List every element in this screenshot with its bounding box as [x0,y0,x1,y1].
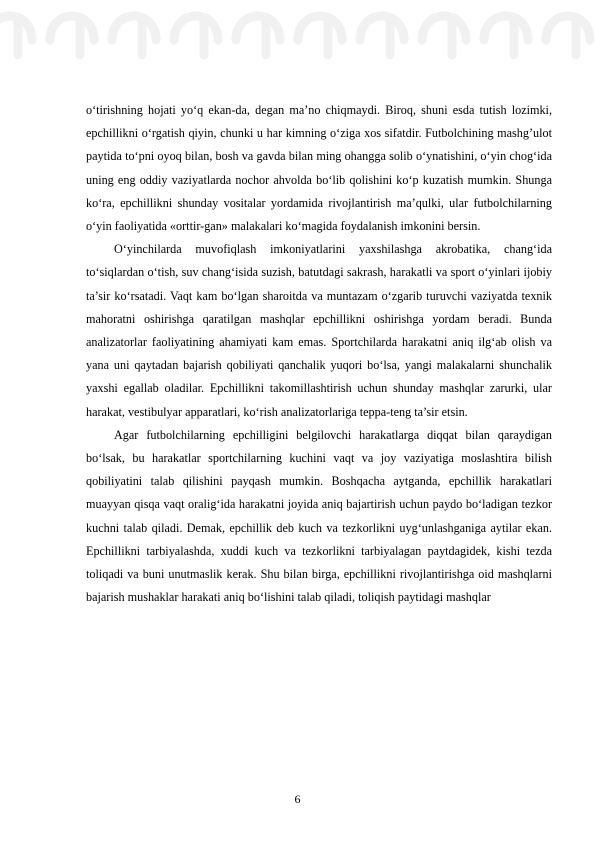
paragraph-continuation: o‘tirishning hojati yo‘q ekan-da, degan ma’no chiqmaydi. Biroq, shuni esda tutish lozimki, epchillikni o‘rgatish qiyin, chunki u har kimning o‘ziga xos sifatdir. Futbolchining mashg’ulot paytida to‘pni oyoq bilan, bosh va gavda bilan ming ohangga solib o‘ynatishini, o‘yin chog‘ida uning eng oddiy vaziyatlarda nochor ahvolda bo‘lib qolishini ko‘p kuzatish mumkin. Shunga ko‘ra, epchillikni shunday vositalar yordamida rivojlantirish ma’qulki, ular futbolchilarning o‘yin faoliyatida «orttir-gan» malakalari ko‘magida foydalanish imkonini bersin. [86,103,552,234]
header-watermark-pattern [0,0,595,70]
watermark-shape [484,16,528,55]
watermark-shape [0,16,32,55]
paragraph-agility: Agar futbolchilarning epchilligini belgilovchi harakatlarga diqqat bilan qaraydigan bo‘lsak, bu harakatlar sportchilarning kuchini vaqt va joy vaziyatiga moslashtira bilish qobiliyatini talab qilishini payqash mumkin. Boshqacha aytganda, epchillik harakatlari muayyan qisqa vaqt oralig‘ida harakatni joyida aniq bajartirish uchun paydo bo‘ladigan tezkor kuchni talab qiladi. Demak, epchillik deb kuch va tezkorlikni uyg‘unlashganiga aytilar ekan. Epchillikni tarbiyalashda, xuddi kuch va tezkorlikni tarbiyalagan paytdagidek, kishi tezda toliqadi va buni unutmaslik kerak. Shu bilan birga, epchillikni rivojlantirishga oid mashqlarni bajarish mushaklar harakati aniq bo‘lishini talab qiladi, toliqish paytidagi mashqlar [86,427,552,605]
watermark-shape [112,16,156,55]
watermark-shape [360,16,404,55]
document-body [86,99,552,609]
watermark-shape [546,16,590,55]
watermark-shape [174,16,218,55]
paragraph-coordination: O‘yinchilarda muvofiqlash imkoniyatlarini yaxshilashga akrobatika, chang‘ida to‘siqlardan o‘tish, suv chang‘isida suzish, batutdagi sakrash, harakatli va sport o‘yinlari ijobiy ta’sir ko‘rsatadi. Vaqt kam bo‘lgan sharoitda va muntazam o‘zgarib turuvchi vaziyatda texnik mahoratni oshirishga qaratilgan mashqlar epchillikni oshirishga yordam beradi. Bunda analizatorlar faoliyatining ahamiyati kam emas. Sportchilarda harakatni aniq ilg‘ab olish va yana uni qaytadan bajarish qobiliyati qanchalik yuqori bo‘lsa, yangi malakalarni shunchalik yaxshi egallab oladilar. Epchillikni takomillashtirish uchun shunday mashqlar zarurki, ular harakat, vestibulyar apparatlari, ko‘rish analizatorlariga teppa-teng ta’sir etsin. [86,242,552,419]
page-number: 6 [294,792,301,806]
watermark-shape [422,16,466,55]
watermark-shape [50,16,94,55]
watermark-shape [236,16,280,55]
watermark-shape [298,16,342,55]
